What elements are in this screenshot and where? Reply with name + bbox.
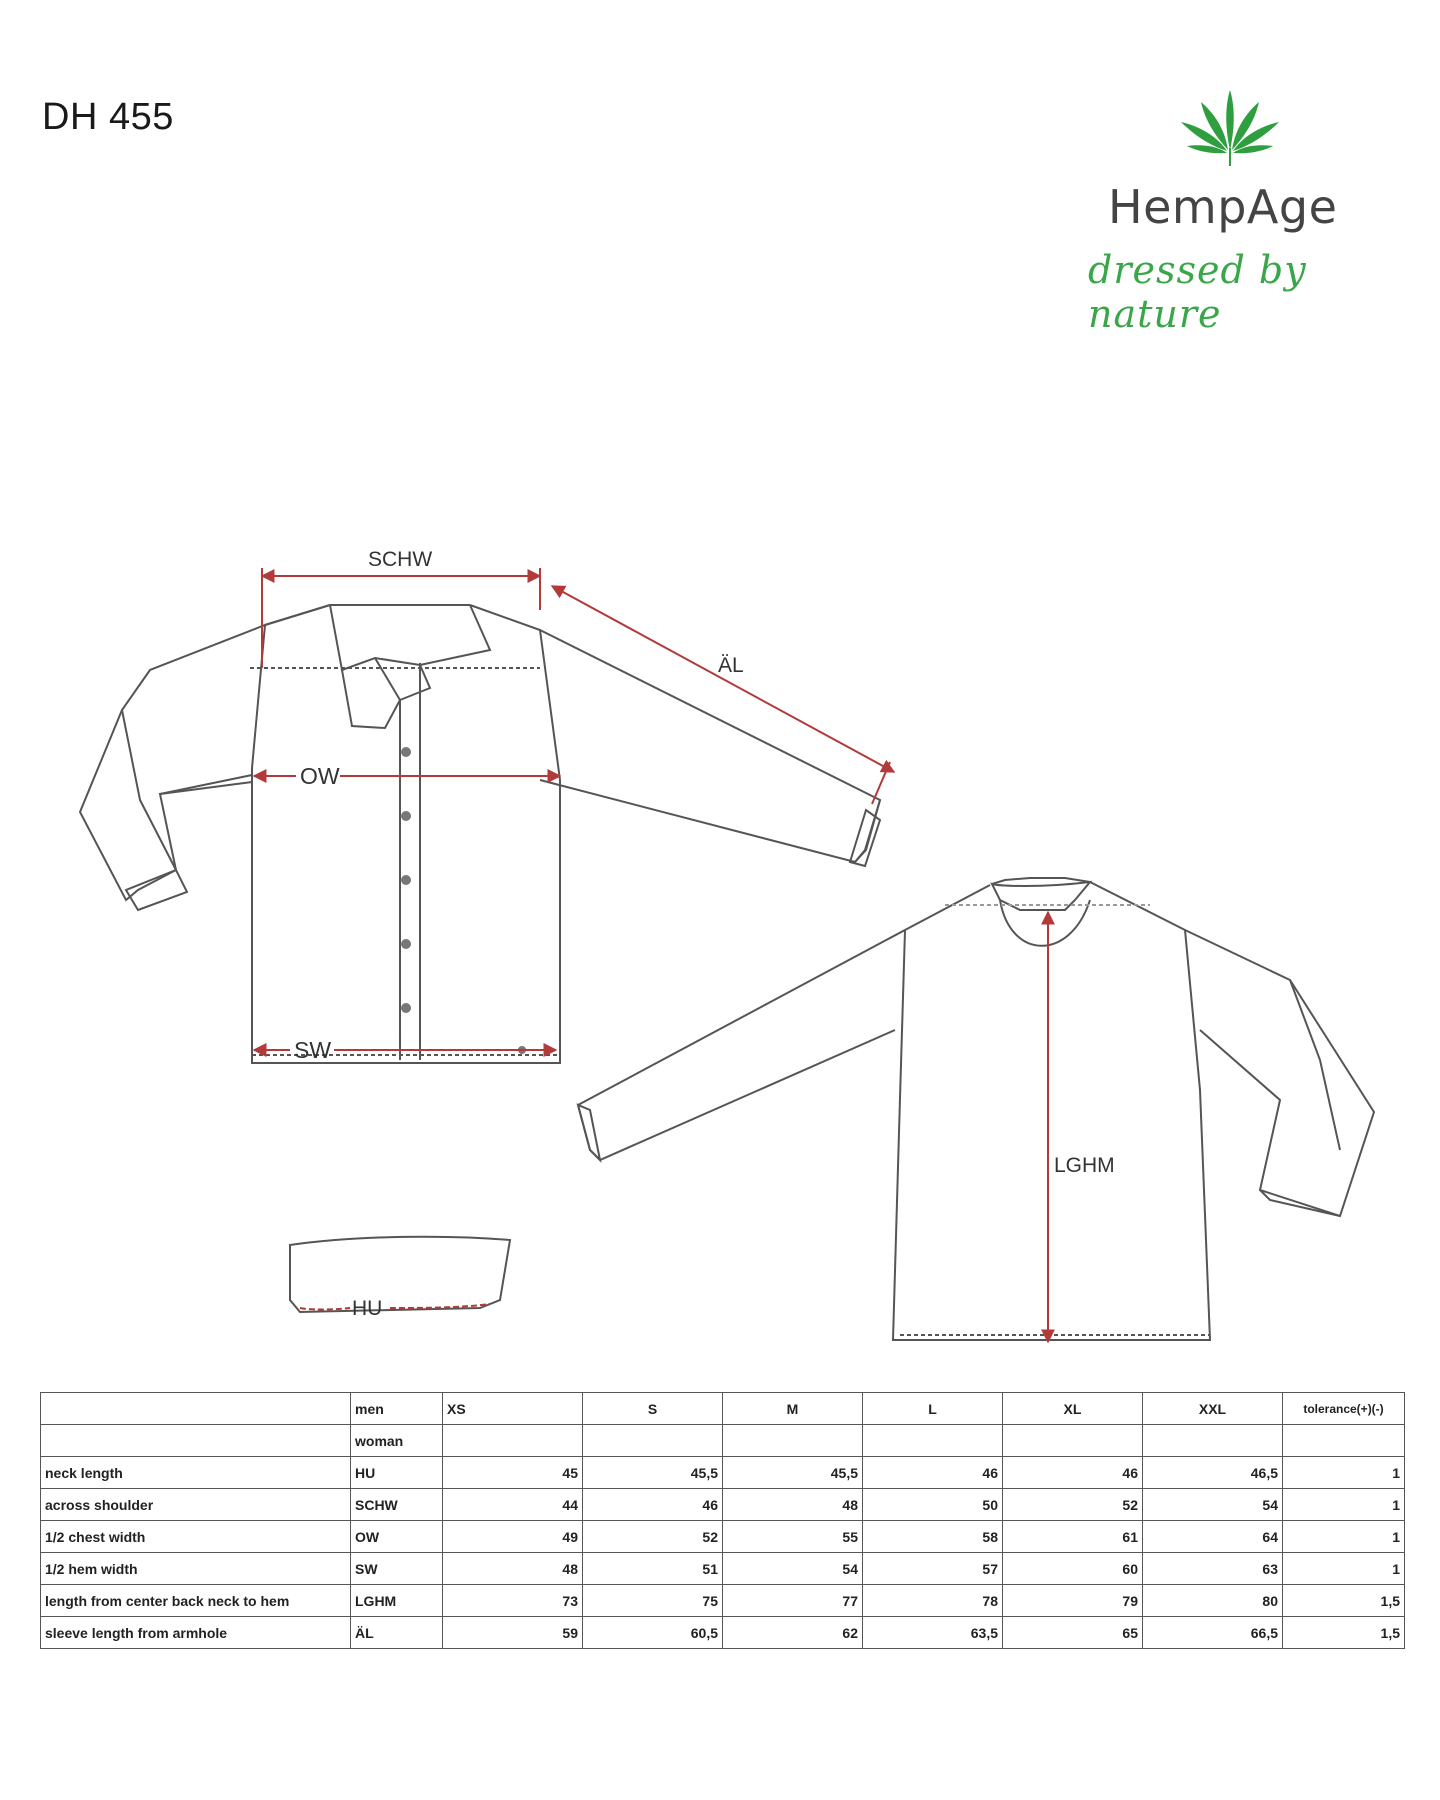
cell-tolerance: 1: [1283, 1521, 1405, 1553]
brand-logo: [1060, 88, 1400, 336]
label-hu: HU: [352, 1297, 383, 1320]
cell-xs: 49: [443, 1521, 583, 1553]
technical-drawing: [0, 500, 1440, 1380]
collar-detail: [290, 1237, 510, 1312]
empty-cell: [583, 1425, 723, 1457]
cell-xs: 73: [443, 1585, 583, 1617]
cell-m: 45,5: [723, 1457, 863, 1489]
cell-m: 48: [723, 1489, 863, 1521]
cell-tolerance: 1,5: [1283, 1585, 1405, 1617]
row-abbr: SCHW: [351, 1489, 443, 1521]
empty-cell: [1143, 1425, 1283, 1457]
row-label: neck length: [41, 1457, 351, 1489]
empty-cell: [723, 1425, 863, 1457]
row-label: sleeve length from armhole: [41, 1617, 351, 1649]
cell-l: 63,5: [863, 1617, 1003, 1649]
cell-l: 78: [863, 1585, 1003, 1617]
table-row: [41, 1553, 1405, 1585]
shirt-back-view: [578, 878, 1374, 1340]
row-abbr: LGHM: [351, 1585, 443, 1617]
table-header-row-woman: [41, 1425, 1405, 1457]
cell-l: 57: [863, 1553, 1003, 1585]
cell-xl: 61: [1003, 1521, 1143, 1553]
header-size-s: S: [583, 1393, 723, 1425]
cell-xxl: 64: [1143, 1521, 1283, 1553]
empty-cell: [863, 1425, 1003, 1457]
brand-name: HempAge: [1108, 180, 1338, 234]
header-size-l: L: [863, 1393, 1003, 1425]
row-label: 1/2 hem width: [41, 1553, 351, 1585]
cell-xxl: 80: [1143, 1585, 1283, 1617]
header-men: men: [351, 1393, 443, 1425]
cell-xl: 46: [1003, 1457, 1143, 1489]
header-empty-cell: [41, 1393, 351, 1425]
hemp-leaf-icon: [1175, 88, 1285, 168]
row-abbr: OW: [351, 1521, 443, 1553]
header-size-xl: XL: [1003, 1393, 1143, 1425]
table-row: [41, 1457, 1405, 1489]
row-label: across shoulder: [41, 1489, 351, 1521]
cell-s: 51: [583, 1553, 723, 1585]
brand-tagline: dressed by nature: [1088, 248, 1307, 336]
size-table: [40, 1392, 1405, 1649]
empty-cell: [1283, 1425, 1405, 1457]
cell-m: 77: [723, 1585, 863, 1617]
row-label: 1/2 chest width: [41, 1521, 351, 1553]
cell-s: 52: [583, 1521, 723, 1553]
cell-s: 46: [583, 1489, 723, 1521]
cell-m: 54: [723, 1553, 863, 1585]
header-size-m: M: [723, 1393, 863, 1425]
row-abbr: HU: [351, 1457, 443, 1489]
table-row: [41, 1585, 1405, 1617]
cell-tolerance: 1: [1283, 1457, 1405, 1489]
row-abbr: SW: [351, 1553, 443, 1585]
cell-xl: 65: [1003, 1617, 1143, 1649]
header-woman: woman: [351, 1425, 443, 1457]
cell-l: 58: [863, 1521, 1003, 1553]
cell-s: 75: [583, 1585, 723, 1617]
row-label: length from center back neck to hem: [41, 1585, 351, 1617]
label-ow: OW: [300, 763, 340, 789]
cell-m: 62: [723, 1617, 863, 1649]
cell-xl: 52: [1003, 1489, 1143, 1521]
cell-m: 55: [723, 1521, 863, 1553]
cell-tolerance: 1: [1283, 1553, 1405, 1585]
cell-xxl: 66,5: [1143, 1617, 1283, 1649]
header-empty-cell: [41, 1425, 351, 1457]
cell-xxl: 46,5: [1143, 1457, 1283, 1489]
header-tolerance: tolerance(+)(-): [1283, 1393, 1405, 1425]
cell-xs: 59: [443, 1617, 583, 1649]
table-row: [41, 1489, 1405, 1521]
cell-tolerance: 1,5: [1283, 1617, 1405, 1649]
empty-cell: [443, 1425, 583, 1457]
empty-cell: [1003, 1425, 1143, 1457]
cell-xs: 48: [443, 1553, 583, 1585]
label-sw: SW: [294, 1037, 332, 1063]
cell-l: 46: [863, 1457, 1003, 1489]
cell-s: 45,5: [583, 1457, 723, 1489]
cell-xs: 45: [443, 1457, 583, 1489]
row-abbr: ÄL: [351, 1617, 443, 1649]
header-size-xxl: XXL: [1143, 1393, 1283, 1425]
table-header-row: [41, 1393, 1405, 1425]
cell-xl: 60: [1003, 1553, 1143, 1585]
cell-l: 50: [863, 1489, 1003, 1521]
cell-xxl: 54: [1143, 1489, 1283, 1521]
cell-s: 60,5: [583, 1617, 723, 1649]
measure-lines-front: [254, 568, 894, 1050]
label-schw: SCHW: [368, 548, 433, 571]
cell-xxl: 63: [1143, 1553, 1283, 1585]
cell-xl: 79: [1003, 1585, 1143, 1617]
table-row: [41, 1617, 1405, 1649]
label-al: ÄL: [718, 654, 744, 677]
header-size-xs: XS: [443, 1393, 583, 1425]
shirt-front-view: [80, 605, 880, 1063]
label-lghm: LGHM: [1054, 1154, 1115, 1177]
document-code: DH 455: [42, 96, 174, 138]
table-row: [41, 1521, 1405, 1553]
cell-tolerance: 1: [1283, 1489, 1405, 1521]
cell-xs: 44: [443, 1489, 583, 1521]
